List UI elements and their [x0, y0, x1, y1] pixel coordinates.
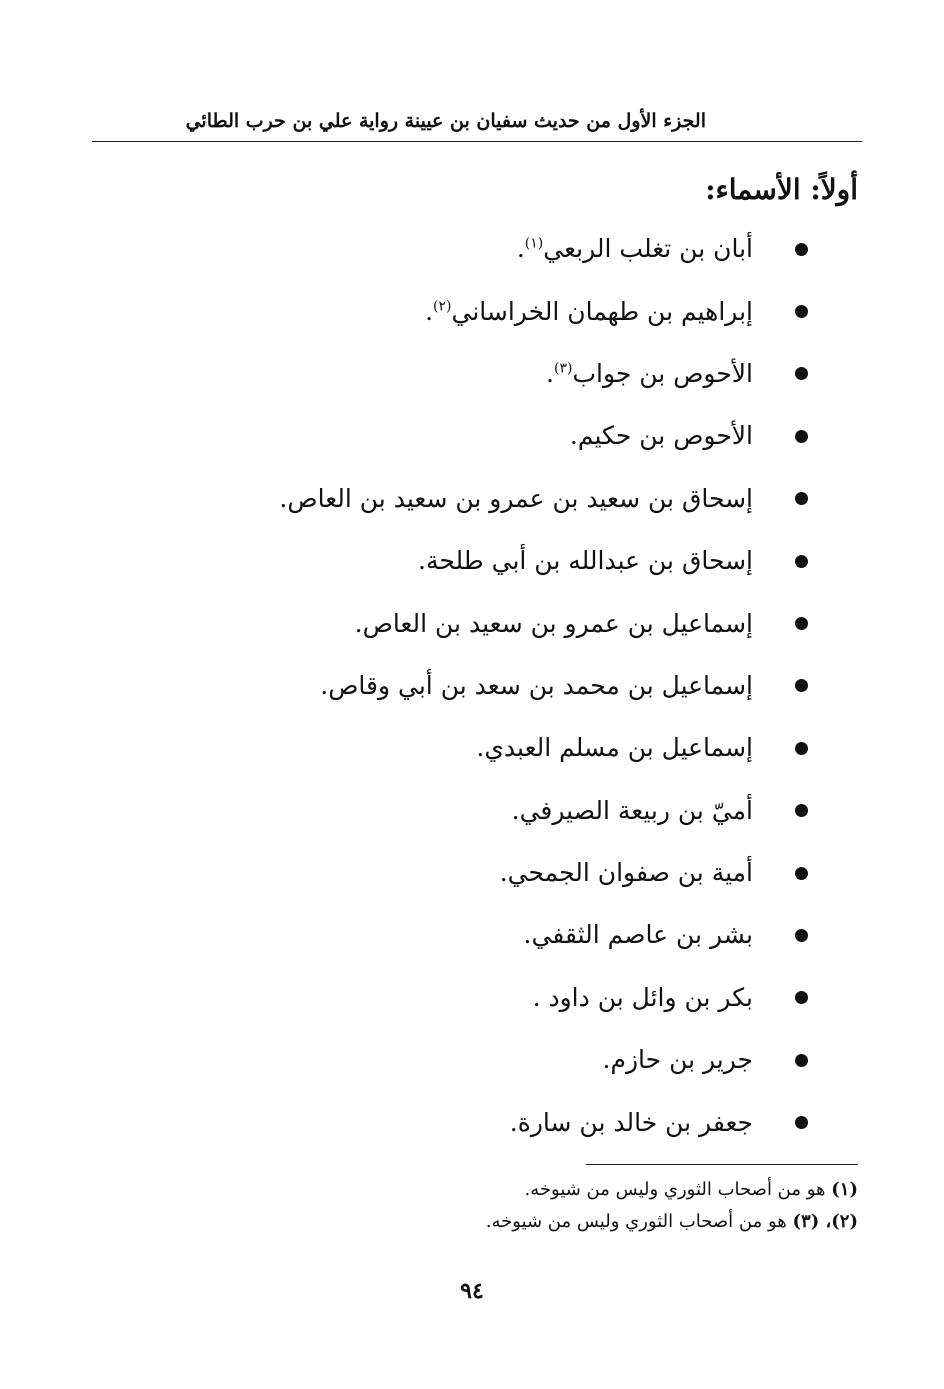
- name-terminal: .: [516, 234, 525, 264]
- name-text: [517, 231, 753, 267]
- list-item: [188, 343, 808, 405]
- name-text: بكر بن وائل بن داود .: [532, 982, 753, 1012]
- footnote-marker: (٣): [554, 360, 573, 377]
- name-text: أميّ بن ربيعة الصيرفي.: [511, 795, 753, 825]
- name-text: إسحاق بن عبدالله بن أبي طلحة.: [418, 546, 753, 576]
- name-text: جرير بن حازم.: [602, 1045, 753, 1075]
- footnote: [258, 1174, 858, 1206]
- name-text: أمية بن صفوان الجمحي.: [499, 858, 753, 888]
- footnote-marker: (٢): [433, 298, 452, 315]
- name-terminal: .: [546, 358, 554, 388]
- footnotes: [258, 1174, 858, 1238]
- list-item: [188, 530, 808, 592]
- name-text: إسحاق بن سعيد بن عمرو بن سعيد بن العاص.: [279, 483, 753, 513]
- bullet-icon: [795, 617, 808, 630]
- list-item: [188, 280, 808, 342]
- list-item: [188, 468, 808, 530]
- footnote-text: هو من أصحاب الثوري وليس من شيوخه.: [485, 1211, 787, 1232]
- name-text: [425, 294, 753, 330]
- bullet-icon: [795, 305, 808, 318]
- name-list: [188, 218, 808, 1154]
- list-item: [188, 717, 808, 779]
- list-item: [188, 1029, 808, 1091]
- name-label: إبراهيم بن طهمان الخراساني: [451, 296, 753, 326]
- footnote-marker: (١): [524, 235, 544, 252]
- bullet-icon: [795, 1054, 808, 1067]
- list-item: [188, 842, 808, 904]
- footnote: [258, 1206, 858, 1238]
- name-text: إسماعيل بن مسلم العبدي.: [476, 733, 753, 763]
- bullet-icon: [795, 555, 808, 568]
- list-item: [188, 1091, 808, 1153]
- name-text: بشر بن عاصم الثقفي.: [523, 920, 753, 950]
- footnote-text: هو من أصحاب الثوري وليس من شيوخه.: [524, 1179, 826, 1200]
- footnote-number: (٢)، (٣): [792, 1211, 858, 1232]
- bullet-icon: [795, 679, 808, 692]
- name-text: إسماعيل بن محمد بن سعد بن أبي وقاص.: [320, 670, 753, 700]
- name-text: الأحوص بن حكيم.: [569, 421, 753, 451]
- page-number: ٩٤: [460, 1278, 484, 1304]
- bullet-icon: [795, 991, 808, 1004]
- section-title: أولاً: الأسماء:: [705, 173, 858, 206]
- list-item: [188, 904, 808, 966]
- name-text: إسماعيل بن عمرو بن سعيد بن العاص.: [354, 608, 753, 638]
- bullet-icon: [795, 243, 808, 256]
- footnote-number: (١): [831, 1179, 858, 1200]
- list-item: [188, 967, 808, 1029]
- bullet-icon: [795, 430, 808, 443]
- bullet-icon: [795, 929, 808, 942]
- list-item: [188, 592, 808, 654]
- list-item: [188, 655, 808, 717]
- bullet-icon: [795, 867, 808, 880]
- bullet-icon: [795, 804, 808, 817]
- footnote-rule: [586, 1164, 858, 1165]
- bullet-icon: [795, 492, 808, 505]
- running-header: الجزء الأول من حديث سفيان بن عيينة رواية علي بن حرب الطائي: [185, 110, 706, 132]
- list-item: [188, 780, 808, 842]
- bullet-icon: [795, 742, 808, 755]
- name-label: أبان بن تغلب الربعي: [543, 234, 753, 264]
- header-rule: [92, 141, 862, 142]
- bullet-icon: [795, 367, 808, 380]
- name-label: الأحوص بن جواب: [572, 358, 753, 388]
- name-text: [546, 356, 753, 392]
- name-text: جعفر بن خالد بن سارة.: [509, 1107, 753, 1137]
- list-item: [188, 405, 808, 467]
- list-item: [188, 218, 808, 280]
- bullet-icon: [795, 1116, 808, 1129]
- name-terminal: .: [425, 296, 434, 326]
